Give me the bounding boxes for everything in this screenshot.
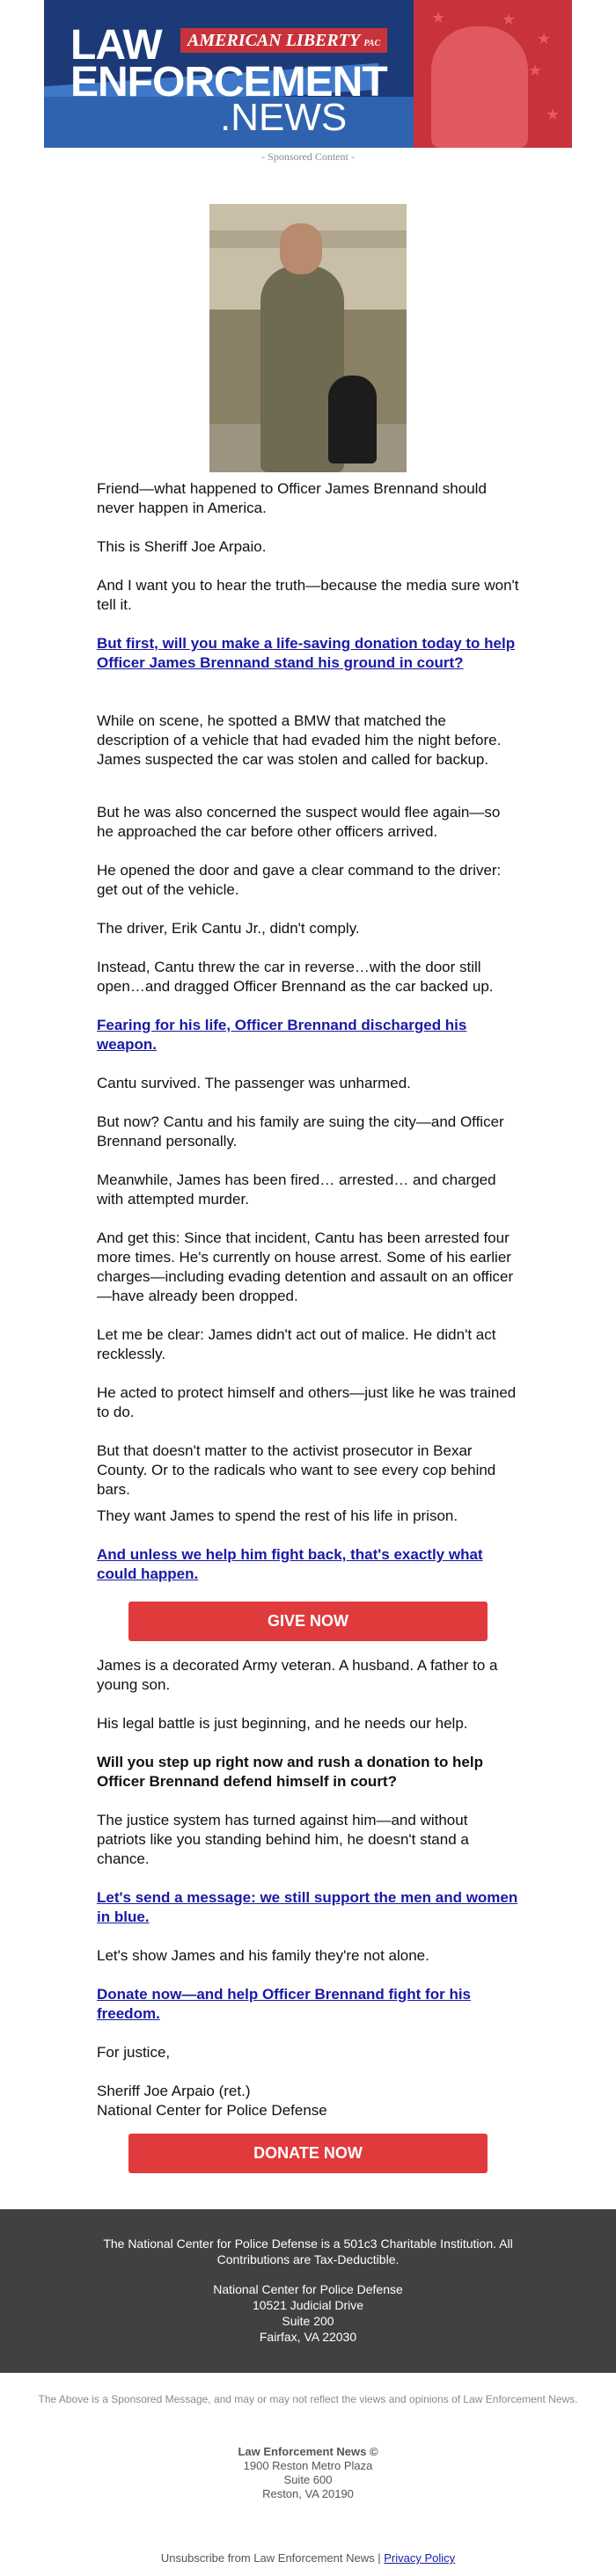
paragraph: The justice system has turned against him—and without patriots like you standing behind him, he doesn't stand a chance. <box>97 1812 469 1867</box>
signature-name: Sheriff Joe Arpaio (ret.) <box>97 2083 251 2099</box>
paragraph: For justice, <box>97 2044 171 2061</box>
paragraph: Meanwhile, James has been fired… arrested… and charged with attempted murder. <box>97 1171 496 1208</box>
paragraph: His legal battle is just beginning, and he needs our help. <box>97 1715 468 1732</box>
publisher-name: Law Enforcement News © <box>238 2445 378 2458</box>
paragraph: He opened the door and gave a clear command to the driver: get out of the vehicle. <box>97 862 502 898</box>
org-address <box>88 2281 528 2345</box>
publisher-info <box>0 2445 616 2501</box>
org-address-line: 10521 Judicial Drive <box>252 2298 364 2312</box>
donation-link[interactable]: Donate now—and help Officer Brennand fight for his freedom. <box>97 1986 472 2022</box>
logo-text-enforcement: ENFORCEMENT <box>70 59 387 106</box>
donation-link[interactable]: Let's send a message: we still support the men and women in blue. <box>97 1889 518 1925</box>
paragraph: And get this: Since that incident, Cantu has been arrested four more times. He's currently on house arrest. Some of his earlier charges—including evading detention and assault on an officer—have already been dropped. <box>97 1230 514 1304</box>
logo-text-law: LAW <box>70 22 162 69</box>
donation-link[interactable]: But first, will you make a life-saving donation today to help Officer James Brennand stand his ground in court? <box>97 635 516 671</box>
donate-now-button[interactable]: DONATE NOW <box>128 2134 488 2173</box>
publisher-address-line: Suite 600 <box>283 2473 333 2486</box>
paragraph: And I want you to hear the truth—because the media sure won't tell it. <box>97 577 519 613</box>
org-address-line: Fairfax, VA 22030 <box>259 2330 357 2344</box>
paragraph: He acted to protect himself and others—just like he was trained to do. <box>97 1384 517 1420</box>
org-address-line: Suite 200 <box>282 2314 334 2328</box>
american-liberty-badge: AMERICAN LIBERTY PAC <box>180 28 387 53</box>
publisher-address-line: Reston, VA 20190 <box>262 2487 354 2500</box>
paragraph: Let's show James and his family they're not alone. <box>97 1947 429 1964</box>
sponsored-label: - Sponsored Content - <box>261 150 355 163</box>
paragraph: James is a decorated Army veteran. A husband. A father to a young son. <box>97 1657 498 1693</box>
paragraph: Friend—what happened to Officer James Brennand should never happen in America. <box>97 480 487 516</box>
paragraph: While on scene, he spotted a BMW that matched the description of a vehicle that had evaded him the night before. James suspected the car was stolen and called for backup. <box>97 712 502 768</box>
disclaimer: The Above is a Sponsored Message, and may or may not reflect the views and opinions of Law Enforcement News. <box>38 2393 578 2405</box>
officer-face <box>280 223 322 274</box>
privacy-policy-link[interactable]: Privacy Policy <box>384 2551 456 2565</box>
signature-org: National Center for Police Defense <box>97 2102 327 2119</box>
org-name: National Center for Police Defense <box>213 2282 403 2296</box>
silhouette-graphic <box>431 26 528 148</box>
publisher-address-line: 1900 Reston Metro Plaza <box>243 2459 373 2472</box>
paragraph: They want James to spend the rest of his life in prison. <box>97 1507 458 1524</box>
footer <box>0 2209 616 2373</box>
paragraph: The driver, Erik Cantu Jr., didn't comply. <box>97 920 360 937</box>
paragraph: But that doesn't matter to the activist prosecutor in Bexar County. Or to the radicals who want to see every cop behind bars. <box>97 1442 496 1498</box>
paragraph: Let me be clear: James didn't act out of malice. He didn't act recklessly. <box>97 1326 496 1362</box>
donation-link[interactable]: And unless we help him fight back, that's exactly what could happen. <box>97 1546 483 1582</box>
header-banner[interactable] <box>44 0 572 148</box>
officer-photo[interactable] <box>209 204 407 472</box>
donation-link[interactable]: Fearing for his life, Officer Brennand discharged his weapon. <box>97 1017 467 1053</box>
paragraph: But now? Cantu and his family are suing the city—and Officer Brennand personally. <box>97 1113 504 1149</box>
paragraph: This is Sheriff Joe Arpaio. <box>97 538 267 555</box>
stars-graphic: ★ ★ ★ ★ ★ <box>414 0 572 148</box>
paragraph: Cantu survived. The passenger was unharmed. <box>97 1075 411 1091</box>
separator: | <box>378 2551 381 2565</box>
paragraph: But he was also concerned the suspect would flee again—so he approached the car before other officers arrived. <box>97 804 501 840</box>
paragraph: Instead, Cantu threw the car in reverse…with the door still open…and dragged Officer Brennand as the car backed up. <box>97 959 494 995</box>
charity-statement: The National Center for Police Defense is a 501c3 Charitable Institution. All Contributions are Tax-Deductible. <box>103 2237 513 2266</box>
logo-text-news: .NEWS <box>220 96 348 139</box>
signature <box>97 2082 519 2120</box>
dog-figure <box>328 376 377 463</box>
unsubscribe-bar <box>0 2551 616 2565</box>
unsubscribe-link[interactable]: Unsubscribe from Law Enforcement News <box>160 2551 375 2565</box>
paragraph: Will you step up right now and rush a donation to help Officer Brennand defend himself in court? <box>97 1754 483 1790</box>
give-now-button[interactable]: GIVE NOW <box>128 1602 488 1641</box>
